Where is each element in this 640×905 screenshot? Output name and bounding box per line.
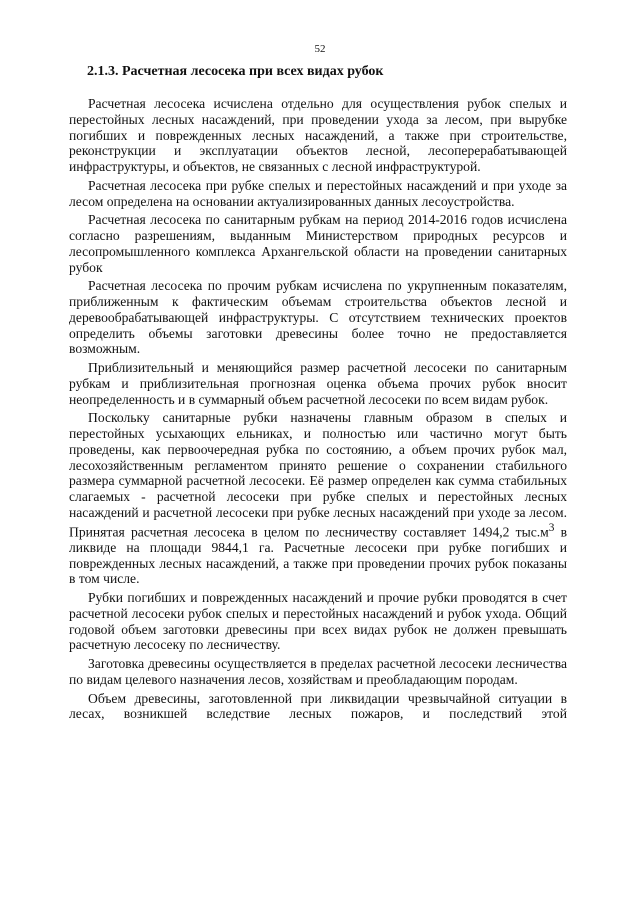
paragraph-mature-stands: Расчетная лесосека при рубке спелых и перестойных насаждений и при уходе за лесом определена на основании актуализированных данных лесоустройства. xyxy=(69,177,567,209)
paragraph-harvesting-limits: Заготовка древесины осуществляется в пределах расчетной лесосеки лесничества по видам целевого назначения лесов, хозяйствам и преобладающим породам. xyxy=(69,656,567,687)
paragraph-calculation-overview: Расчетная лесосека исчислена отдельно для осуществления рубок спелых и перестойных лесных насаждений, при проведении ухода за лесом, при вырубке погибших и поврежденных лесных насаждений, а также при строительстве, реконструкции и эксплуатации объектов лесной, лесоперерабатывающей инфраструктуры, и объектов, не связанных с лесной инфраструктурой. xyxy=(69,96,567,174)
total-cutting-area-text-end: в ликвиде на площади 9844,1 га. Расчетные лесосеки при рубке погибших и поврежденных лесных насаждений, а также при проведении прочих рубок показаны в том числе. xyxy=(69,524,567,587)
paragraph-total-cutting-area xyxy=(69,410,567,587)
document-body xyxy=(69,96,567,722)
paragraph-damaged-stands: Рубки погибших и поврежденных насаждений и прочие рубки проводятся в счет расчетной лесосеки рубок спелых и перестойных насаждений и рубок ухода. Общий годовой объем заготовки древесины при всех видах рубок не должен превышать расчетную лесосеку по лесничеству. xyxy=(69,590,567,653)
paragraph-emergency-volume: Объем древесины, заготовленной при ликвидации чрезвычайной ситуации в лесах, возникшей вследствие лесных пожаров, и последствий этой xyxy=(69,690,567,722)
paragraph-sanitary-felling: Расчетная лесосека по санитарным рубкам на период 2014-2016 годов исчислена согласно разрешениям, выданным Министерством природных ресурсов и лесопромышленного комплекса Архангельской области на проведении санитарных рубок xyxy=(69,212,567,275)
page-number: 52 xyxy=(314,43,326,55)
total-cutting-area-text-start: Поскольку санитарные рубки назначены главным образом в спелых и перестойных усыхающих ельниках, и полностью или частично могут быть проведены, как первоочередная рубка по состоянию, а объем прочих рубок мал, лесохозяйственным регламентом принято решение о сохранении стабильного размера суммарной расчетной лесосеки. Её размер определен как сумма стабильных слагаемых - расчетной лесосеки при рубке спелых и перестойных лесных насаждений и расчетной лесосеки при рубке лесных насаждений при уходе за лесом. Принятая расчетная лесосека в целом по лесничеству составляет 1494,2 тыс.м xyxy=(69,410,567,540)
cubic-unit-superscript: 3 xyxy=(548,521,555,534)
paragraph-uncertainty: Приблизительный и меняющийся размер расчетной лесосеки по санитарным рубкам и приблизительная прогнозная оценка объема прочих рубок вносит неопределенность и в суммарный объем расчетной лесосеки по всем видам рубок. xyxy=(69,360,567,407)
section-heading: 2.1.3. Расчетная лесосека при всех видах рубок xyxy=(87,64,384,79)
paragraph-other-felling: Расчетная лесосека по прочим рубкам исчислена по укрупненным показателям, приближенным к фактическим объемам строительства объектов лесной и деревообрабатывающей инфраструктуры. С отсутствием технических проектов определить объемы заготовки древесины более точно не предоставляется возможным. xyxy=(69,278,567,357)
